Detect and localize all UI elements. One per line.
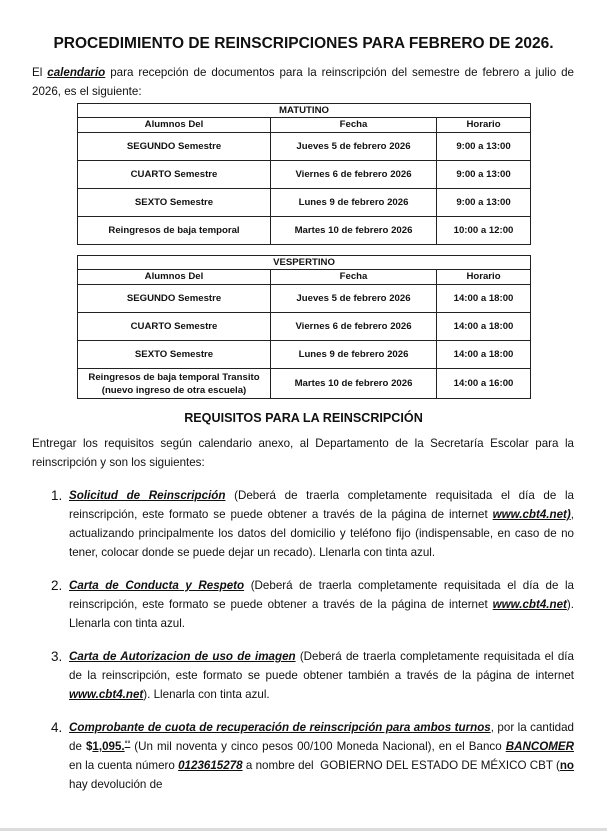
cell-date: Jueves 5 de febrero 2026 [271,133,437,161]
cell-time: 14:00 a 18:00 [437,285,531,313]
table-row [78,341,531,369]
bank-name: BANCOMER [505,740,574,753]
cell-time: 9:00 a 13:00 [437,189,531,217]
website-link[interactable]: www.cbt4.net [492,598,567,611]
schedule-table-matutino [77,103,531,245]
item-name: Carta de Autorizacion de uso de imagen [69,650,296,663]
intro-prefix: El [32,66,48,79]
document-title: PROCEDIMIENTO DE REINSCRIPCIONES PARA FEBRERO DE 2026. [53,35,554,52]
cell-students: SEXTO Semestre [78,341,271,369]
item-text: a nombre del GOBIERNO DEL ESTADO DE MÉXICO CBT ( [242,759,560,772]
item-text: en la cuenta número [69,759,179,772]
cell-students: SEXTO Semestre [78,189,271,217]
item-text: (Un mil noventa y cinco pesos 00/100 Moneda Nacional), en el Banco [130,740,506,753]
cell-date: Lunes 9 de febrero 2026 [271,189,437,217]
intro-text: para recepción de documentos para la reinscripción del semestre de febrero a julio de 2026, es el siguiente: [32,66,574,98]
item-number: 3. [51,649,63,664]
item-text: , por la cantidad de [69,721,575,753]
item-number: 4. [51,720,63,735]
amount-value: 1,095. [92,740,125,753]
cell-time: 14:00 a 16:00 [437,369,531,399]
column-header: Fecha [271,118,437,133]
list-item [32,576,574,633]
item-text: (Deberá de traerla completamente requisitada el día de la reinscripción, este formato se puede obtener a través de la página de internet [69,579,574,611]
cell-date: Jueves 5 de febrero 2026 [271,285,437,313]
cell-students: Reingresos de baja temporal Transito (nuevo ingreso de otra escuela) [78,369,271,399]
website-link[interactable]: www.cbt4.net [69,688,144,701]
cell-students: SEGUNDO Semestre [78,285,271,313]
amount-symbol: $ [85,740,93,753]
table-row [78,369,531,399]
cell-date: Lunes 9 de febrero 2026 [271,341,437,369]
amount-cents: °° [124,741,131,748]
table-row [78,313,531,341]
cell-date: Martes 10 de febrero 2026 [271,217,437,245]
cell-time: 14:00 a 18:00 [437,313,531,341]
item-number: 1. [51,488,63,503]
item-name: Comprobante de cuota de recuperación de reinscripción para ambos turnos [69,721,491,734]
requirements-intro: Entregar los requisitos según calendario anexo, al Departamento de la Secretaría Escolar para la reinscripción y son los siguientes: [32,437,574,469]
requirements-list [32,486,574,794]
cell-date: Viernes 6 de febrero 2026 [271,161,437,189]
item-text: , actualizando principalmente los datos del domicilio y teléfono fijo (indispensable, en caso de no tener, colocar donde se puede dejar un recado). Llenarla con tinta azul. [69,508,574,559]
intro-paragraph [32,63,574,101]
table-row [78,133,531,161]
column-header: Alumnos Del [78,118,271,133]
shift-header: VESPERTINO [78,256,531,270]
cell-students: CUARTO Semestre [78,161,271,189]
item-text: ). Llenarla con tinta azul. [69,598,574,630]
column-header: Horario [437,270,531,285]
table-row [78,285,531,313]
cell-time: 9:00 a 13:00 [437,161,531,189]
list-item [32,718,574,794]
cell-students: Reingresos de baja temporal [78,217,271,245]
item-name: Carta de Conducta y Respeto [69,579,245,592]
account-number: 0123615278 [178,759,243,772]
item-text: (Deberá de traerla completamente requisitada el día de la reinscripción, este formato se puede obtener también a través de la página de internet [69,650,574,682]
schedule-table-vespertino [77,255,531,399]
item-text: ). Llenarla con tinta azul. [143,688,270,701]
no-emphasis: no [559,759,574,772]
cell-time: 10:00 a 12:00 [437,217,531,245]
list-item [32,486,574,562]
column-header: Alumnos Del [78,270,271,285]
table-row [78,189,531,217]
item-name: Solicitud de Reinscripción [69,489,226,502]
column-header: Horario [437,118,531,133]
item-number: 2. [51,578,63,593]
table-row [78,217,531,245]
cell-time: 9:00 a 13:00 [437,133,531,161]
requirements-title: REQUISITOS PARA LA REINSCRIPCIÓN [184,411,423,425]
column-header: Fecha [271,270,437,285]
calendario-emphasis: calendario [47,66,106,79]
cell-time: 14:00 a 18:00 [437,341,531,369]
website-link[interactable]: www.cbt4.net) [492,508,571,521]
item-text: hay devolución de [69,778,163,791]
table-row [78,161,531,189]
cell-students: CUARTO Semestre [78,313,271,341]
list-item [32,647,574,704]
shift-header: MATUTINO [78,104,531,118]
cell-date: Viernes 6 de febrero 2026 [271,313,437,341]
cell-students: SEGUNDO Semestre [78,133,271,161]
cell-date: Martes 10 de febrero 2026 [271,369,437,399]
item-text: (Deberá de traerla completamente requisitada el día de la reinscripción, este formato se puede obtener a través de la página de internet [69,489,574,521]
